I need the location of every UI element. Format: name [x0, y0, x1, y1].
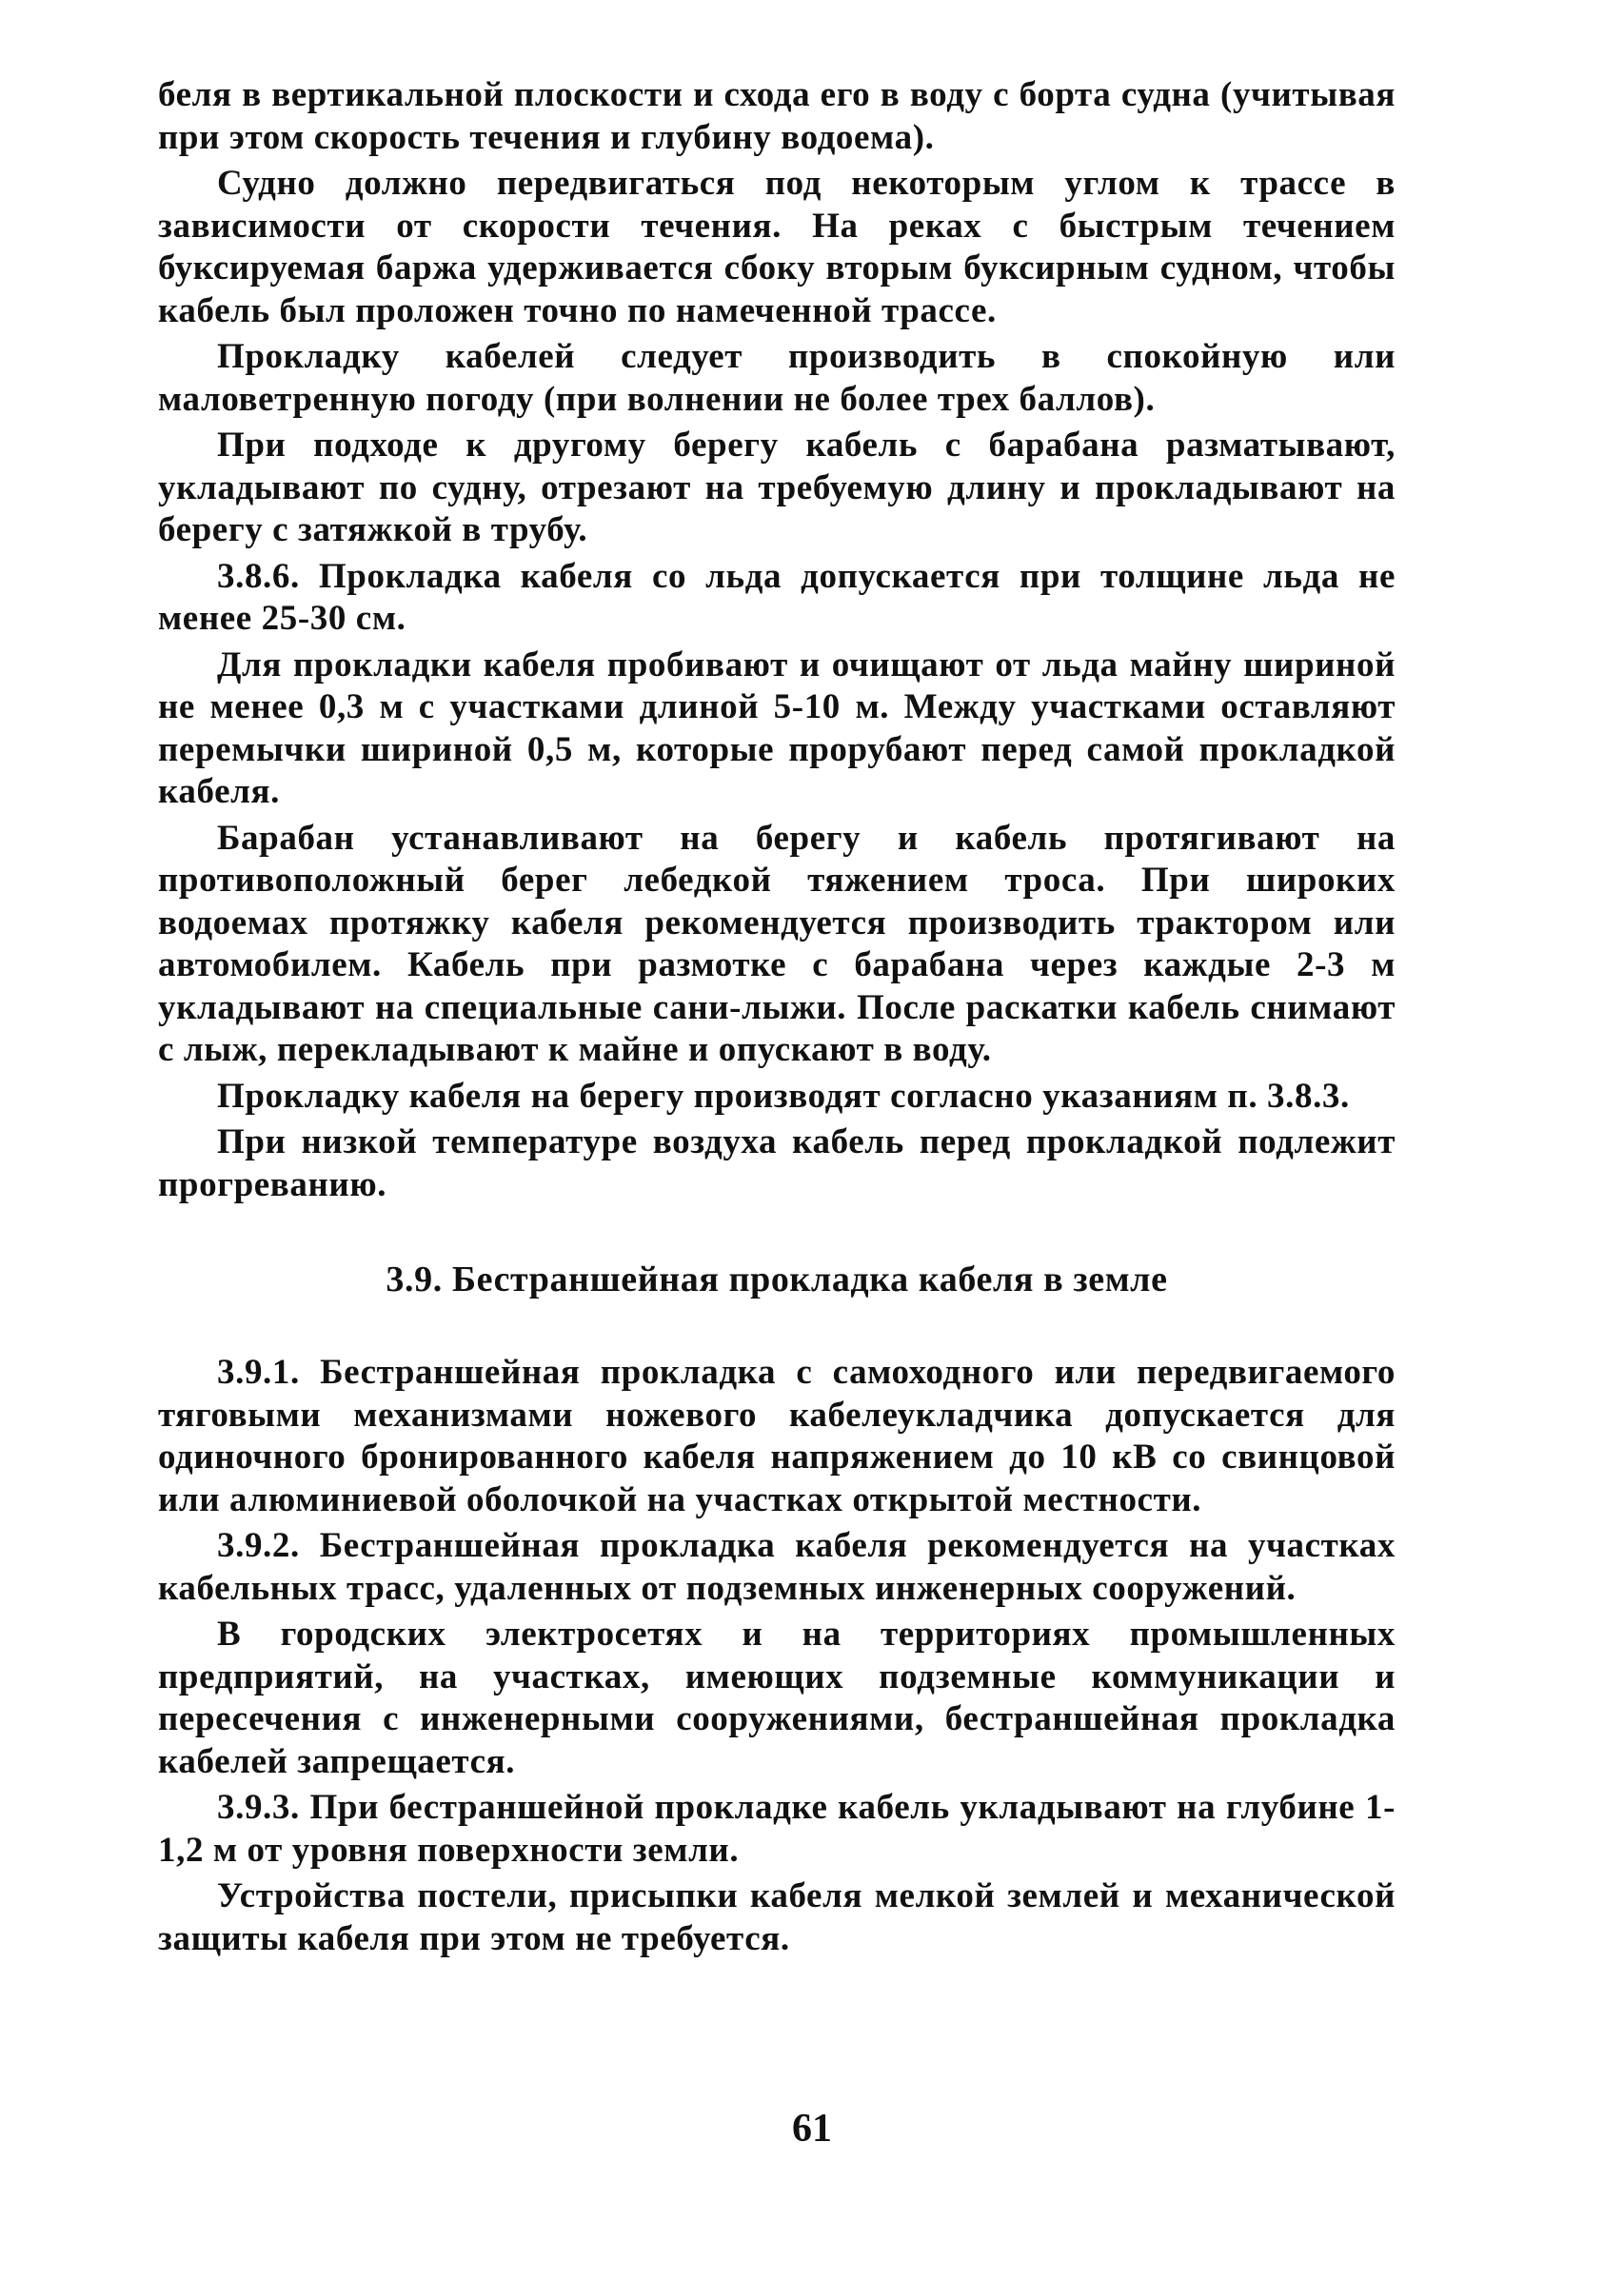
paragraph-6: Для прокладки кабеля пробивают и очищают от льда майну шириной не менее 0,3 м с участками длиной 5-10 м. Между участками оставляют перемычки шириной 0,5 м, которые прорубают перед самой прокладкой кабеля.: [158, 645, 1396, 811]
paragraph-12: В городских электросетях и на территориях промышленных предприятий, на участках, имеющих подземные коммуникации и пересечения с инженерными сооружениями, бестраншейная прокладка кабелей запрещается.: [158, 1615, 1396, 1781]
paragraph-7: Барабан устанавливают на берегу и кабель протягивают на противоположный берег лебедкой тяжением троса. При широких водоемах протяжку кабеля рекомендуется производить трактором или автомобилем. Кабель при размотке с барабана через каждые 2-3 м укладывают на специальные сани-лыжи. После раскатки кабель снимают с лыж, перекладывают к майне и опускают в воду.: [158, 818, 1396, 1069]
section-heading: 3.9. Бестраншейная прокладка кабеля в земле: [386, 1260, 1168, 1299]
body-text-bottom: [158, 1352, 1396, 1964]
paragraph-1: беля в вертикальной плоскости и схода его в воду с борта судна (учитывая при этом скорость течения и глубину водоема).: [158, 75, 1396, 157]
paragraph-9: При низкой температуре воздуха кабель перед прокладкой подлежит прогреванию.: [158, 1122, 1396, 1204]
paragraph-11: 3.9.2. Бестраншейная прокладка кабеля рекомендуется на участках кабельных трасс, удаленных от подземных инженерных сооружений.: [158, 1526, 1396, 1608]
body-text-top: [158, 74, 1396, 1210]
paragraph-13: 3.9.3. При бестраншейной прокладке кабель укладывают на глубине 1-1,2 м от уровня поверхности земли.: [158, 1788, 1396, 1870]
paragraph-5: 3.8.6. Прокладка кабеля со льда допускается при толщине льда не менее 25-30 см.: [158, 556, 1396, 638]
page-number: 61: [792, 2107, 832, 2151]
paragraph-8: Прокладку кабеля на берегу производят согласно указаниям п. 3.8.3.: [217, 1076, 1350, 1116]
paragraph-2: Судно должно передвигаться под некоторым углом к трассе в зависимости от скорости течения. На реках с быстрым течением буксируемая баржа удерживается сбоку вторым буксирным судном, чтобы кабель был проложен точно по намеченной трассе.: [158, 164, 1396, 330]
paragraph-4: При подходе к другому берегу кабель с барабана разматывают, укладывают по судну, отрезают на требуемую длину и прокладывают на берегу с затяжкой в трубу.: [158, 426, 1396, 549]
paragraph-3: Прокладку кабелей следует производить в спокойную или маловетренную погоду (при волнении не более трех баллов).: [158, 337, 1396, 419]
paragraph-14: Устройства постели, присыпки кабеля мелкой землей и механической защиты кабеля при этом не требуется.: [158, 1876, 1396, 1958]
paragraph-10: 3.9.1. Бестраншейная прокладка с самоходного или передвигаемого тяговыми механизмами ножевого кабелеукладчика допускается для одиночного бронированного кабеля напряжением до 10 кВ со свинцовой или алюминиевой оболочкой на участках открытой местности.: [158, 1353, 1396, 1519]
